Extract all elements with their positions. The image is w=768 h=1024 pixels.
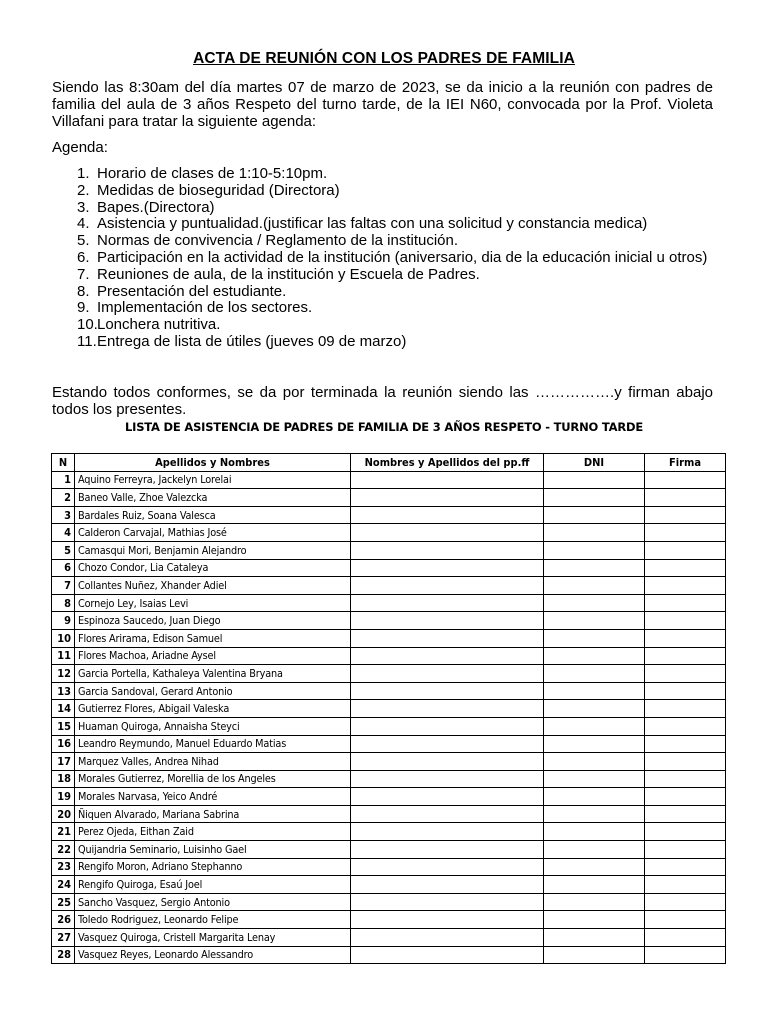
student-name-cell: Garcia Portella, Kathaleya Valentina Bryana — [75, 665, 351, 683]
student-name-cell: Rengifo Quiroga, Esaú Joel — [75, 876, 351, 894]
agenda-item-text: Lonchera nutritiva. — [97, 316, 221, 334]
row-number: 4 — [52, 524, 75, 542]
parent-name-cell — [351, 841, 544, 859]
signature-cell — [645, 647, 726, 665]
dni-cell — [544, 665, 645, 683]
agenda-item-text: Bapes.(Directora) — [97, 198, 215, 216]
signature-cell — [645, 823, 726, 841]
parent-name-cell — [351, 594, 544, 612]
student-name-cell: Marquez Valles, Andrea Nihad — [75, 753, 351, 771]
table-row — [52, 946, 726, 964]
row-number: 6 — [52, 559, 75, 577]
table-row — [52, 876, 726, 894]
parent-name-cell — [351, 753, 544, 771]
signature-cell — [645, 858, 726, 876]
row-number: 24 — [52, 876, 75, 894]
row-number: 21 — [52, 823, 75, 841]
student-name-cell: Vasquez Reyes, Leonardo Alessandro — [75, 946, 351, 964]
row-number: 13 — [52, 682, 75, 700]
student-name-cell: Vasquez Quiroga, Cristell Margarita Lenay — [75, 929, 351, 947]
parent-name-cell — [351, 577, 544, 595]
parent-name-cell — [351, 559, 544, 577]
row-number: 18 — [52, 770, 75, 788]
student-name-cell: Ñiquen Alvarado, Mariana Sabrina — [75, 805, 351, 823]
student-name-cell: Cornejo Ley, Isaias Levi — [75, 594, 351, 612]
signature-cell — [645, 893, 726, 911]
agenda-item — [52, 334, 713, 351]
student-name-cell: Espinoza Saucedo, Juan Diego — [75, 612, 351, 630]
table-row — [52, 700, 726, 718]
dni-cell — [544, 682, 645, 700]
signature-cell — [645, 717, 726, 735]
student-name-cell: Perez Ojeda, Eithan Zaid — [75, 823, 351, 841]
student-name-cell: Calderon Carvajal, Mathias José — [75, 524, 351, 542]
dni-cell — [544, 629, 645, 647]
signature-cell — [645, 805, 726, 823]
parent-name-cell — [351, 629, 544, 647]
agenda-item-number: 10. — [77, 316, 98, 334]
table-row — [52, 841, 726, 859]
table-row — [52, 541, 726, 559]
student-name-cell: Morales Narvasa, Yeico André — [75, 788, 351, 806]
student-name-cell: Leandro Reymundo, Manuel Eduardo Matias — [75, 735, 351, 753]
row-number: 8 — [52, 594, 75, 612]
signature-cell — [645, 788, 726, 806]
row-number: 16 — [52, 735, 75, 753]
row-number: 15 — [52, 717, 75, 735]
agenda-item — [52, 250, 713, 267]
agenda-item-number: 4. — [77, 215, 90, 233]
signature-cell — [645, 876, 726, 894]
parent-name-cell — [351, 717, 544, 735]
signature-cell — [645, 559, 726, 577]
agenda-item — [52, 317, 713, 334]
parent-name-cell — [351, 612, 544, 630]
header-n: N — [52, 454, 75, 472]
agenda-item-text: Implementación de los sectores. — [97, 299, 313, 317]
dni-cell — [544, 805, 645, 823]
signature-cell — [645, 946, 726, 964]
row-number: 25 — [52, 893, 75, 911]
table-row — [52, 929, 726, 947]
dni-cell — [544, 876, 645, 894]
dni-cell — [544, 541, 645, 559]
dni-cell — [544, 612, 645, 630]
row-number: 9 — [52, 612, 75, 630]
table-row — [52, 805, 726, 823]
parent-name-cell — [351, 665, 544, 683]
table-row — [52, 506, 726, 524]
student-name-cell: Huaman Quiroga, Annaisha Steyci — [75, 717, 351, 735]
student-name-cell: Garcia Sandoval, Gerard Antonio — [75, 682, 351, 700]
dni-cell — [544, 929, 645, 947]
parent-name-cell — [351, 541, 544, 559]
table-row — [52, 489, 726, 507]
agenda-item-text: Asistencia y puntualidad.(justificar las faltas con una solicitud y constancia medica) — [97, 215, 648, 233]
document-title: ACTA DE REUNIÓN CON LOS PADRES DE FAMILIA — [193, 50, 575, 67]
parent-name-cell — [351, 524, 544, 542]
header-student-name: Apellidos y Nombres — [75, 454, 351, 472]
dni-cell — [544, 577, 645, 595]
row-number: 27 — [52, 929, 75, 947]
parent-name-cell — [351, 858, 544, 876]
row-number: 1 — [52, 471, 75, 489]
signature-cell — [645, 665, 726, 683]
signature-cell — [645, 911, 726, 929]
intro-paragraph: Siendo las 8:30am del día martes 07 de marzo de 2023, se da inicio a la reunión con padres de familia del aula de 3 años Respeto del turno tarde, de la IEI N60, convocada por la Prof. Violeta Villafani para tratar la siguiente agenda: — [52, 79, 713, 130]
agenda-item-number: 3. — [77, 198, 90, 216]
parent-name-cell — [351, 911, 544, 929]
table-row — [52, 893, 726, 911]
parent-name-cell — [351, 823, 544, 841]
student-name-cell: Chozo Condor, Lia Cataleya — [75, 559, 351, 577]
parent-name-cell — [351, 876, 544, 894]
row-number: 3 — [52, 506, 75, 524]
dni-cell — [544, 735, 645, 753]
row-number: 11 — [52, 647, 75, 665]
header-parent-name: Nombres y Apellidos del pp.ff — [351, 454, 544, 472]
row-number: 7 — [52, 577, 75, 595]
signature-cell — [645, 471, 726, 489]
header-signature: Firma — [645, 454, 726, 472]
signature-cell — [645, 629, 726, 647]
agenda-item-number: 7. — [77, 265, 90, 283]
dni-cell — [544, 858, 645, 876]
signature-cell — [645, 594, 726, 612]
parent-name-cell — [351, 506, 544, 524]
signature-cell — [645, 753, 726, 771]
row-number: 5 — [52, 541, 75, 559]
table-row — [52, 717, 726, 735]
signature-cell — [645, 612, 726, 630]
dni-cell — [544, 647, 645, 665]
dni-cell — [544, 911, 645, 929]
row-number: 23 — [52, 858, 75, 876]
student-name-cell: Baneo Valle, Zhoe Valezcka — [75, 489, 351, 507]
parent-name-cell — [351, 682, 544, 700]
dni-cell — [544, 823, 645, 841]
agenda-item-number: 6. — [77, 248, 90, 266]
row-number: 17 — [52, 753, 75, 771]
parent-name-cell — [351, 805, 544, 823]
agenda-item — [52, 200, 713, 217]
dni-cell — [544, 506, 645, 524]
dni-cell — [544, 753, 645, 771]
table-row — [52, 559, 726, 577]
student-name-cell: Flores Machoa, Ariadne Aysel — [75, 647, 351, 665]
signature-cell — [645, 929, 726, 947]
dni-cell — [544, 841, 645, 859]
agenda-item-number: 8. — [77, 282, 90, 300]
agenda-item — [52, 300, 713, 317]
dni-cell — [544, 471, 645, 489]
attendance-table-body — [52, 471, 726, 964]
parent-name-cell — [351, 929, 544, 947]
row-number: 2 — [52, 489, 75, 507]
parent-name-cell — [351, 471, 544, 489]
table-row — [52, 911, 726, 929]
student-name-cell: Aquino Ferreyra, Jackelyn Lorelai — [75, 471, 351, 489]
agenda-item — [52, 183, 713, 200]
student-name-cell: Camasqui Mori, Benjamin Alejandro — [75, 541, 351, 559]
agenda-item — [52, 284, 713, 301]
agenda-item-text: Reuniones de aula, de la institución y Escuela de Padres. — [97, 265, 480, 283]
agenda-item — [52, 166, 713, 183]
row-number: 26 — [52, 911, 75, 929]
dni-cell — [544, 946, 645, 964]
dni-cell — [544, 700, 645, 718]
student-name-cell: Bardales Ruiz, Soana Valesca — [75, 506, 351, 524]
signature-cell — [645, 541, 726, 559]
table-row — [52, 823, 726, 841]
table-row — [52, 735, 726, 753]
signature-cell — [645, 682, 726, 700]
table-row — [52, 665, 726, 683]
parent-name-cell — [351, 788, 544, 806]
student-name-cell: Collantes Nuñez, Xhander Adiel — [75, 577, 351, 595]
row-number: 12 — [52, 665, 75, 683]
table-row — [52, 647, 726, 665]
parent-name-cell — [351, 946, 544, 964]
table-row — [52, 858, 726, 876]
agenda-item-text: Horario de clases de 1:10-5:10pm. — [97, 165, 328, 182]
row-number: 22 — [52, 841, 75, 859]
agenda-list — [52, 166, 713, 351]
signature-cell — [645, 770, 726, 788]
closing-paragraph: Estando todos conformes, se da por terminada la reunión siendo las …………….y firman abajo todos los presentes. — [52, 384, 713, 418]
table-row — [52, 770, 726, 788]
row-number: 19 — [52, 788, 75, 806]
student-name-cell: Morales Gutierrez, Morellia de los Angeles — [75, 770, 351, 788]
dni-cell — [544, 893, 645, 911]
agenda-label: Agenda: — [52, 139, 108, 156]
table-row — [52, 524, 726, 542]
student-name-cell: Sancho Vasquez, Sergio Antonio — [75, 893, 351, 911]
agenda-item — [52, 267, 713, 284]
dni-cell — [544, 788, 645, 806]
parent-name-cell — [351, 735, 544, 753]
signature-cell — [645, 506, 726, 524]
table-row — [52, 753, 726, 771]
signature-cell — [645, 700, 726, 718]
agenda-item-number: 11. — [77, 332, 97, 350]
table-row — [52, 612, 726, 630]
header-dni: DNI — [544, 454, 645, 472]
dni-cell — [544, 559, 645, 577]
agenda-item-number: 9. — [77, 299, 90, 317]
dni-cell — [544, 489, 645, 507]
parent-name-cell — [351, 770, 544, 788]
signature-cell — [645, 524, 726, 542]
agenda-item-number: 1. — [77, 165, 90, 182]
row-number: 10 — [52, 629, 75, 647]
student-name-cell: Flores Arirama, Edison Samuel — [75, 629, 351, 647]
agenda-item-number: 5. — [77, 232, 90, 250]
parent-name-cell — [351, 647, 544, 665]
table-row — [52, 594, 726, 612]
signature-cell — [645, 841, 726, 859]
table-row — [52, 629, 726, 647]
dni-cell — [544, 594, 645, 612]
row-number: 14 — [52, 700, 75, 718]
dni-cell — [544, 524, 645, 542]
student-name-cell: Quijandria Seminario, Luisinho Gael — [75, 841, 351, 859]
attendance-table-title: LISTA DE ASISTENCIA DE PADRES DE FAMILIA DE 3 AÑOS RESPETO - TURNO TARDE — [125, 420, 643, 434]
dni-cell — [544, 770, 645, 788]
agenda-item-text: Entrega de lista de útiles (jueves 09 de marzo) — [97, 332, 407, 350]
student-name-cell: Gutierrez Flores, Abigail Valeska — [75, 700, 351, 718]
agenda-item — [52, 216, 713, 233]
student-name-cell: Toledo Rodriguez, Leonardo Felipe — [75, 911, 351, 929]
row-number: 20 — [52, 805, 75, 823]
signature-cell — [645, 489, 726, 507]
table-row — [52, 471, 726, 489]
dni-cell — [544, 717, 645, 735]
table-row — [52, 682, 726, 700]
signature-cell — [645, 577, 726, 595]
table-header-row — [52, 454, 726, 472]
agenda-item-text: Medidas de bioseguridad (Directora) — [97, 181, 340, 199]
parent-name-cell — [351, 700, 544, 718]
signature-cell — [645, 735, 726, 753]
agenda-item-text: Normas de convivencia / Reglamento de la institución. — [97, 232, 459, 250]
agenda-item-number: 2. — [77, 181, 90, 199]
row-number: 28 — [52, 946, 75, 964]
attendance-table — [51, 453, 726, 964]
student-name-cell: Rengifo Moron, Adriano Stephanno — [75, 858, 351, 876]
parent-name-cell — [351, 893, 544, 911]
agenda-item — [52, 233, 713, 250]
parent-name-cell — [351, 489, 544, 507]
agenda-item-text: Participación en la actividad de la institución (aniversario, dia de la educación inicial u otros) — [97, 248, 708, 266]
table-row — [52, 577, 726, 595]
table-row — [52, 788, 726, 806]
agenda-item-text: Presentación del estudiante. — [97, 282, 287, 300]
